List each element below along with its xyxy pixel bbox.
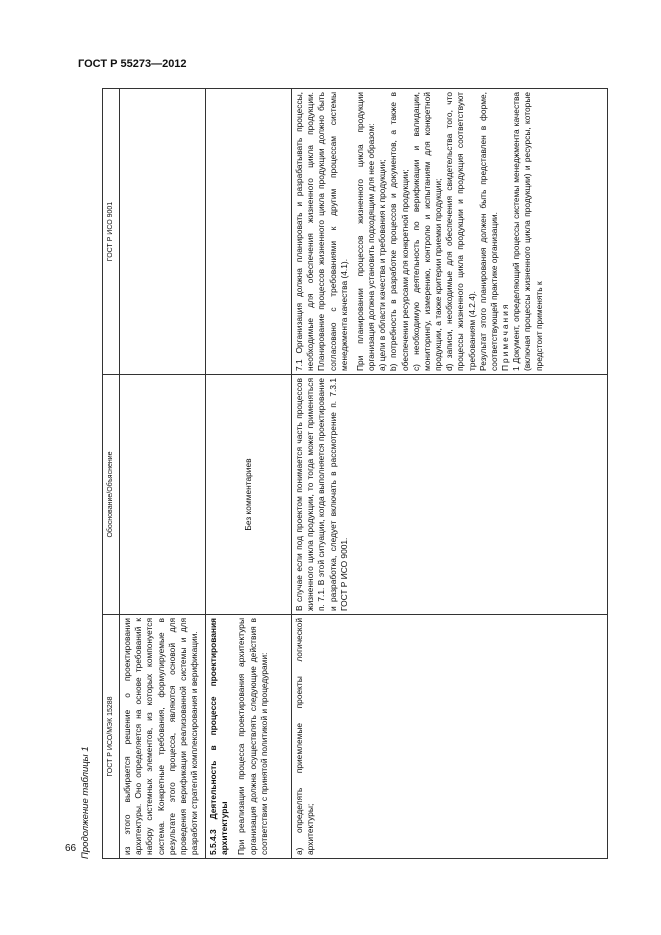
comparison-table (102, 88, 608, 859)
list-item-d: d) записи, необходимые для обеспечения свидетельства того, что процессы жизненного цикла продукции и продукция соответствуют требованиям (4.2.4). (444, 92, 477, 371)
row3-col2 (292, 375, 608, 615)
table-row (120, 89, 206, 859)
column-header-15288: ГОСТ Р ИСО/МЭК 15288 (103, 615, 120, 859)
row3-col1 (292, 615, 608, 859)
item-a: а) определять приемлемые проекты логической архитектуры; (294, 618, 316, 855)
no-comments-note: Без комментариев (242, 458, 253, 531)
rationale-text: В случае если под проектом понимается часть процессов жизненного цикла продукции, то тогда может применяться п. 7.1. В этой ситуации, когда выполняется проектирование и разработка, следует включать в рассмотрение п. 7.3.1 ГОСТ Р ИСО 9001. (294, 378, 349, 611)
row1-col2 (120, 375, 206, 615)
planning-result: Результат этого планирования должен быть представлен в форме, соответствующей практике организации. (477, 92, 499, 371)
rotated-table-area (80, 89, 608, 859)
notes-title: Примечания (500, 302, 511, 371)
note-1: 1 Документ, определяющий процессы системы менеджмента качества (включая процессы жизненного цикла продукции) и ресурсы, которые предстоит применять к (511, 92, 544, 371)
column-header-rationale: Обоснование/Объяснение (103, 375, 120, 615)
table-caption: Продолжение таблицы 1 (80, 746, 91, 859)
row2-col2 (206, 375, 292, 615)
clause-7-1: 7.1 Организация должна планировать и разрабатывать процессы, необходимые для обеспечения жизненного цикла продукции. Планирование процессов жизненного цикла продукции должно быть согласовано с требованиями к другим процессам системы менеджмента качества (4.1). (294, 92, 349, 371)
row1-col1: из этого выбирается решение о проектировании архитектуры. Оно определяется на основе требований к набору системных элементов, из которых компонуется система. Конкретные требования, формулируемые в результате этого процесса, являются основой для проведения верификации реализованной системы и для разработки стратегий комплексирования и верификации. (120, 615, 206, 859)
list-item-a: a) цели в области качества и требования к продукции; (377, 159, 388, 371)
list-item-c: c) необходимую деятельность по верификации и валидации, мониторингу, измерению, контролю и испытаниям для конкретной продукции, а также критерии приемки продукции; (410, 92, 444, 371)
column-header-9001: ГОСТ Р ИСО 9001 (103, 89, 120, 375)
page-number: 66 (65, 843, 77, 854)
row3-col3 (292, 89, 608, 375)
table-header-row (103, 89, 120, 859)
table-row (292, 89, 608, 859)
row1-col3 (120, 89, 206, 375)
row2-col3 (206, 89, 292, 375)
row2-col1 (206, 615, 292, 859)
planning-intro: При планировании процессов жизненного цикла продукции организация должна установить подходящим для нее образом: (354, 92, 377, 371)
list-item-b: b) потребность в разработке процессов и документов, а также в обеспечении ресурсами для конкретной продукции; (388, 92, 410, 371)
section-heading: 5.5.4.3 Деятельность в процессе проектирования архитектуры (208, 618, 230, 855)
document-title: ГОСТ Р 55273—2012 (78, 58, 187, 70)
section-intro: При реализации процесса проектирования архитектуры организация должна осуществлять следующие действия в соответствии с принятой политикой и процедурами: (236, 618, 269, 855)
table-row (206, 89, 292, 859)
